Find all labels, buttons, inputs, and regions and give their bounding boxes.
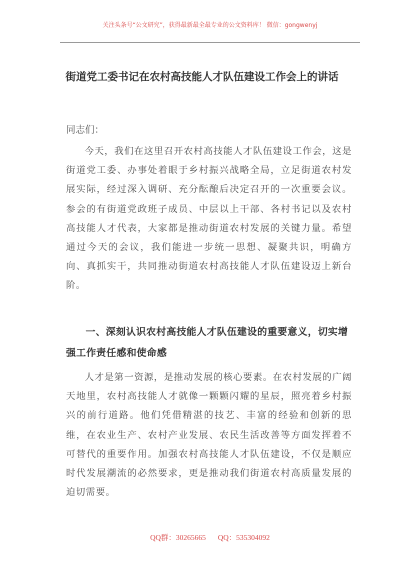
- paragraph-talent: 人才是第一资源，是推动发展的核心要素。在农村发展的广阔天地里，农村高技能人才就像一颗颗闪耀的星辰，照亮着乡村振兴的前行道路。他们凭借精湛的技艺、丰富的经验和创新的思维，在农业生产、农村产业发展、农民生活改善等方面发挥着不可替代的重要作用。加强农村高技能人才队伍建设，不仅是顺应时代发展潮流的必然要求，更是推动我们街道农村高质量发展的迫切需要。: [66, 372, 352, 499]
- header-banner: 关注头条号“公文研究”，获得最新最全最专业的公文资料库！ 微信：gongwenyj: [102, 22, 318, 29]
- salutation: 同志们：: [66, 125, 105, 136]
- footer-contact: [60, 532, 360, 543]
- paragraph-intro: 今天，我们在这里召开农村高技能人才队伍建设工作会，这是街道党工委、办事处着眼于乡村振兴战略全局，立足街道农村发展实际，经过深入调研、充分酝酿后决定召开的一次重要会议。参会的有街道党政班子成员、中层以上干部、各村书记以及农村高技能人才代表，大家都是推动街道农村发展的关键力量。希望通过今天的会议，我们能进一步统一思想、凝聚共识，明确方向、真抓实干，共同推动街道农村高技能人才队伍建设迈上新台阶。: [66, 146, 352, 292]
- footer-qq-group: QQ群：30265665: [150, 533, 206, 542]
- footer-qq: QQ：535304092: [217, 533, 270, 542]
- header-divider: [60, 42, 360, 43]
- document-title: 街道党工委书记在农村高技能人才队伍建设工作会上的讲话: [65, 71, 339, 83]
- section-heading-1: 一、深刻认识农村高技能人才队伍建设的重要意义，切实增强工作责任感和使命感: [66, 327, 349, 359]
